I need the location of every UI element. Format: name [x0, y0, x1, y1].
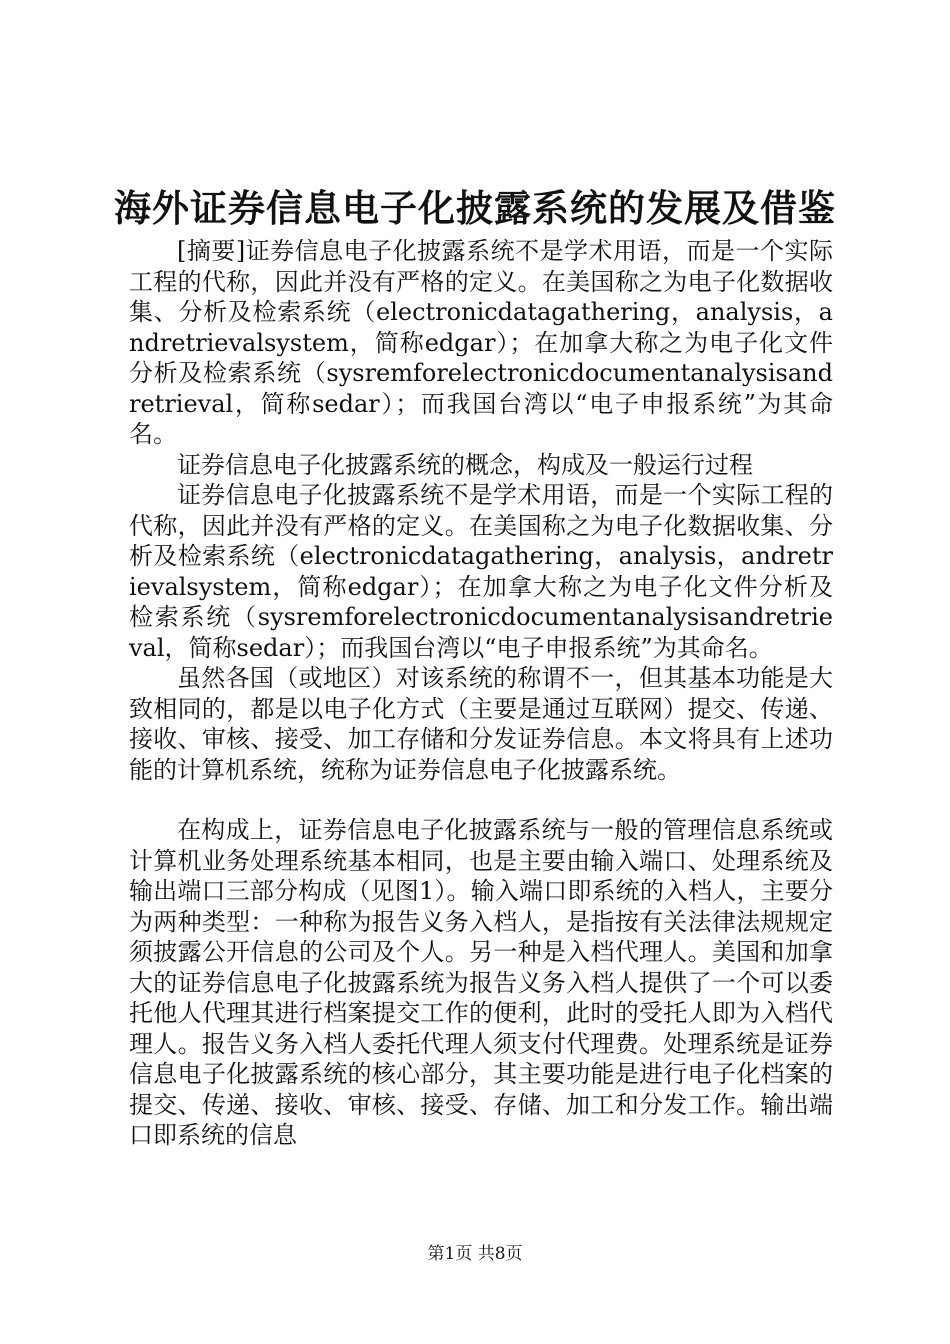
- section-heading: 证券信息电子化披露系统的概念，构成及一般运行过程: [177, 450, 753, 479]
- body-paragraph: 在构成上，证券信息电子化披露系统与一般的管理信息系统或计算机业务处理系统基本相同，也是主要由输入端口、处理系统及输出端口三部分构成（见图1）。输入端口即系统的入档人，主要分为两种类型：一种称为报告义务入档人，是指按有关法律法规规定须披露公开信息的公司及个人。另一种是入档代理人。美国和加拿大的证券信息电子化披露系统为报告义务入档人提供了一个可以委托他人代理其进行档案提交工作的便利，此时的受托人即为入档代理人。报告义务入档人委托代理人须支付代理费。处理系统是证券信息电子化披露系统的核心部分，其主要功能是进行电子化档案的提交、传递、接收、审核、接受、存储、加工和分发工作。输出端口即系统的信息: [129, 816, 833, 1149]
- document-body: [129, 236, 833, 1151]
- abstract-paragraph: [摘要]证券信息电子化披露系统不是学术用语，而是一个实际工程的代称，因此并没有严格的定义。在美国称之为电子化数据收集、分析及检索系统（electronicdatagathering，analysis，andretrievalsystem，简称edgar）；在加拿大称之为电子化文件分析及检索系统（sysremforelectronicdocumentanalysisandretrieval，简称sedar）；而我国台湾以“电子申报系统”为其命名。: [129, 237, 833, 448]
- body-paragraph: 证券信息电子化披露系统不是学术用语，而是一个实际工程的代称，因此并没有严格的定义。在美国称之为电子化数据收集、分析及检索系统（electronicdatagathering，analysis，andretrievalsystem，简称edgar）；在加拿大称之为电子化文件分析及检索系统（sysremforelectronicdocumentanalysisandretrieval，简称sedar）；而我国台湾以“电子申报系统”为其命名。: [129, 481, 833, 662]
- document-title: 海外证券信息电子化披露系统的发展及借鉴: [114, 186, 836, 230]
- body-paragraph: 虽然各国（或地区）对该系统的称谓不一，但其基本功能是大致相同的，都是以电子化方式（主要是通过互联网）提交、传递、接收、审核、接受、加工存储和分发证券信息。本文将具有上述功能的计算机系统，统称为证券信息电子化披露系统。: [129, 664, 833, 784]
- page-number-footer: 第1页 共8页: [427, 1244, 523, 1264]
